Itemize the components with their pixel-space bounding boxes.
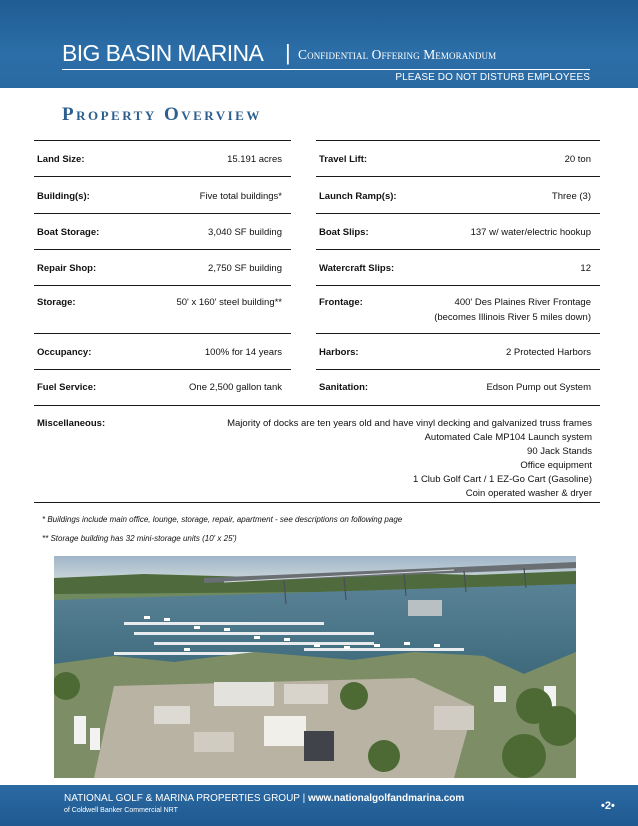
table-rule <box>34 176 291 177</box>
watercraft-slips-value: 12 <box>580 263 591 274</box>
fuel-service-value: One 2,500 gallon tank <box>189 382 282 393</box>
table-rule <box>34 369 291 370</box>
table-rule <box>316 176 600 177</box>
table-rule <box>316 140 600 141</box>
footer-company-line <box>64 793 464 804</box>
boat-storage-label: Boat Storage: <box>37 227 100 238</box>
footnote-storage: ** Storage building has 32 mini-storage units (10' x 25') <box>42 534 237 543</box>
table-rule <box>34 140 291 141</box>
fuel-service-label: Fuel Service: <box>37 382 97 393</box>
document-title: BIG BASIN MARINA <box>62 40 264 66</box>
travel-lift-label: Travel Lift: <box>319 154 368 165</box>
misc-line: Majority of docks are ten years old and have vinyl decking and galvanized truss frames <box>227 418 592 429</box>
misc-line: Automated Cale MP104 Launch system <box>424 432 592 443</box>
harbors-label: Harbors: <box>319 347 359 358</box>
table-rule <box>316 213 600 214</box>
header-separator: | <box>285 40 291 65</box>
table-rule <box>34 213 291 214</box>
misc-line: Office equipment <box>520 460 592 471</box>
footer-company: NATIONAL GOLF & MARINA PROPERTIES GROUP <box>64 793 300 804</box>
employee-warning: PLEASE DO NOT DISTURB EMPLOYEES <box>395 72 590 83</box>
aerial-marina-photo <box>54 556 576 778</box>
land-size-label: Land Size: <box>37 154 85 165</box>
table-rule <box>34 249 291 250</box>
footer-separator: | <box>302 793 306 804</box>
boat-slips-value: 137 w/ water/electric hookup <box>470 227 591 238</box>
header-rule <box>62 69 590 70</box>
repair-shop-label: Repair Shop: <box>37 263 97 274</box>
sanitation-value: Edson Pump out System <box>486 382 591 393</box>
occupancy-label: Occupancy: <box>37 347 92 358</box>
miscellaneous-label: Miscellaneous: <box>37 418 106 429</box>
misc-line: Coin operated washer & dryer <box>465 488 592 499</box>
footer-website-link[interactable]: www.nationalgolfandmarina.com <box>307 793 465 804</box>
watercraft-slips-label: Watercraft Slips: <box>319 263 395 274</box>
launch-ramps-value: Three (3) <box>551 191 591 202</box>
document-subtitle: Confidential Offering Memorandum <box>298 47 497 62</box>
boat-storage-value: 3,040 SF building <box>208 227 282 238</box>
misc-line: 90 Jack Stands <box>527 446 592 457</box>
footer-affiliate: of Coldwell Banker Commercial NRT <box>64 807 178 814</box>
storage-value: 50' x 160' steel building** <box>176 297 282 308</box>
table-rule <box>316 249 600 250</box>
land-size-value: 15.191 acres <box>227 154 282 165</box>
table-rule <box>34 333 291 334</box>
harbors-value: 2 Protected Harbors <box>505 347 591 358</box>
table-rule <box>316 333 600 334</box>
frontage-value: 400' Des Plaines River Frontage <box>454 297 591 308</box>
page-number: •2• <box>601 800 615 812</box>
buildings-label: Building(s): <box>37 191 90 202</box>
storage-label: Storage: <box>37 297 76 308</box>
section-title: Property Overview <box>62 104 262 125</box>
frontage-label: Frontage: <box>319 297 363 308</box>
table-rule <box>316 369 600 370</box>
table-rule <box>34 405 600 406</box>
frontage-value-note: (becomes Illinois River 5 miles down) <box>434 312 591 323</box>
buildings-value: Five total buildings* <box>199 191 282 202</box>
repair-shop-value: 2,750 SF building <box>208 263 282 274</box>
occupancy-value: 100% for 14 years <box>204 347 282 358</box>
table-rule <box>316 285 600 286</box>
table-rule <box>34 502 600 503</box>
travel-lift-value: 20 ton <box>564 154 591 165</box>
footer-band <box>0 785 638 826</box>
launch-ramps-label: Launch Ramp(s): <box>319 191 397 202</box>
misc-line: 1 Club Golf Cart / 1 EZ-Go Cart (Gasoline) <box>413 474 592 485</box>
footnote-buildings: * Buildings include main office, lounge, storage, repair, apartment - see descriptions on following page <box>42 515 403 524</box>
boat-slips-label: Boat Slips: <box>319 227 369 238</box>
sanitation-label: Sanitation: <box>319 382 369 393</box>
table-rule <box>34 285 291 286</box>
